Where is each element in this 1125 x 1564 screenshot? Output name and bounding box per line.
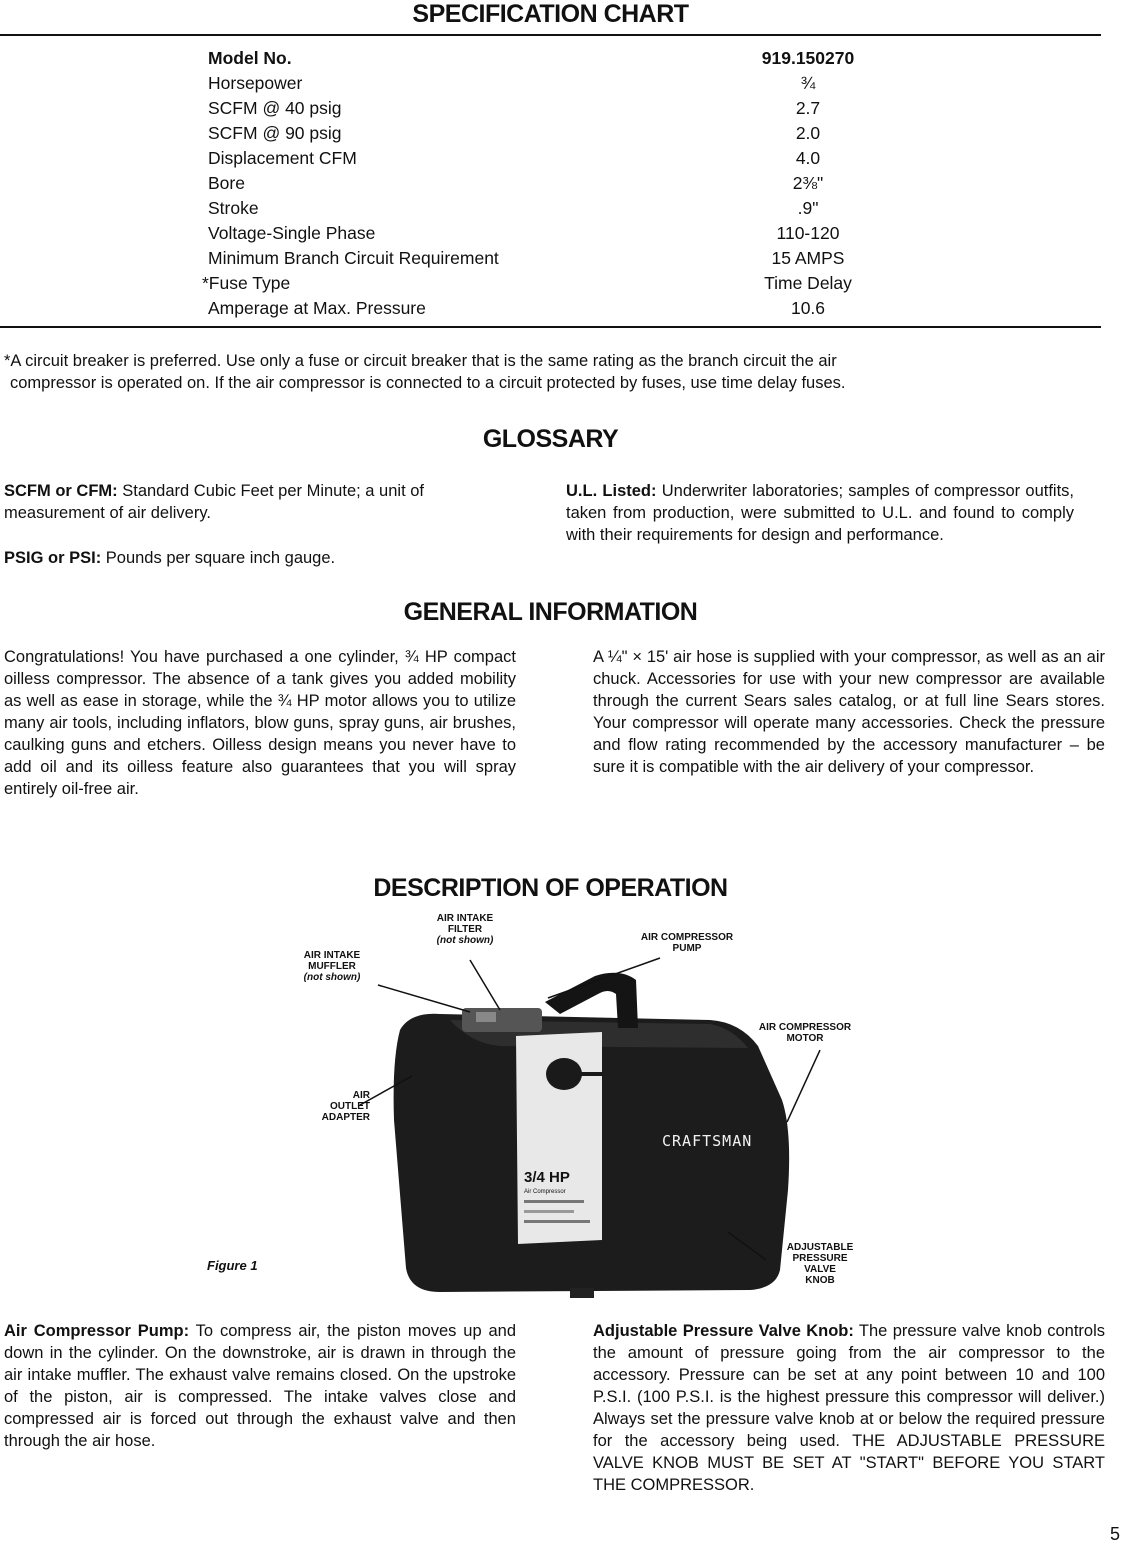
leader-motor [787, 1050, 820, 1122]
brand-logo: CRAFTSMAN [662, 1132, 753, 1150]
callout-intake-filter [410, 913, 520, 946]
label-air-compressor: Air Compressor [524, 1189, 566, 1195]
callout-line: PRESSURE [792, 1253, 848, 1264]
spec-label: Amperage at Max. Pressure [208, 298, 426, 318]
page-number: 5 [1110, 1524, 1121, 1544]
callout-line: AIR INTAKE [436, 913, 494, 924]
knob-description [593, 1320, 1105, 1496]
callout-line: (not shown) [303, 972, 361, 983]
callout-line: ADJUSTABLE [786, 1242, 854, 1253]
glossary-def-ul: Underwriter laboratories; samples of compressor outfits, taken from production, were submitted to U.L. and found to comply with their requirements for design and performance. [566, 482, 1074, 544]
spec-label: Displacement CFM [208, 148, 357, 168]
callout-line: ADAPTER [321, 1112, 370, 1123]
leader-intake-filter [470, 960, 500, 1010]
pump-description [4, 1320, 516, 1452]
pump-term: Air Compressor Pump: [4, 1322, 190, 1340]
callout-line: AIR INTAKE [303, 950, 361, 961]
glossary-def-scfm: Standard Cubic Feet per Minute; a unit of measurement of air delivery. [4, 482, 424, 522]
leader-pump [548, 958, 660, 998]
callout-line: MOTOR [786, 1033, 824, 1044]
callout-line: AIR COMPRESSOR [758, 1022, 852, 1033]
spec-value: 110-120 [776, 223, 840, 243]
footnote-line-1: *A circuit breaker is preferred. Use only a fuse or circuit breaker that is the same rating as the branch circuit the air [4, 352, 837, 370]
spec-label: Horsepower [208, 73, 303, 93]
knob-text: The pressure valve knob controls the amount of pressure going from the air compressor to the accessory. Pressure can be set at any point between 10 and 100 P.S.I. (100 P.S.I. is the highest pressure this compressor will deliver.) Always set the pressure valve knob at or below the required pressure for the accessory being used. THE ADJUSTABLE PRESSURE VALVE KNOB MUST BE SET AT "START" BEFORE YOU START THE COMPRESSOR. [593, 1322, 1105, 1494]
callout-pump [612, 932, 762, 954]
spec-label: Stroke [208, 198, 259, 218]
knob-term: Adjustable Pressure Valve Knob: [593, 1322, 854, 1340]
spec-value: Time Delay [764, 273, 852, 293]
operation-title: DESCRIPTION OF OPERATION [373, 874, 728, 902]
leader-muffler [378, 985, 470, 1012]
callout-line: KNOB [805, 1275, 835, 1286]
pump-text: To compress air, the piston moves up and down in the cylinder. On the downstroke, air is drawn in through the air intake muffler. The exhaust valve remains closed. On the upstroke of the piston, air is compressed. The intake valves close and compressed air is forced out through the exhaust valve and then through the air hose. [4, 1322, 516, 1450]
callout-muffler [282, 950, 382, 983]
glossary-term-ul: U.L. Listed: [566, 482, 657, 500]
glossary-term-scfm: SCFM or CFM: [4, 482, 118, 500]
spec-header-label: Model No. [208, 48, 292, 68]
callout-line: (not shown) [436, 935, 494, 946]
general-info-right: A ¼" × 15' air hose is supplied with your compressor, as well as an air chuck. Accessories for use with your new compressor are available through the current Sears sales catalog, or at full line Sears stores. Your compressor will operate many accessories. Check the pressure and flow rating recommended by the accessory manufacturer – be sure it is compatible with the air delivery of your compressor. [593, 648, 1105, 776]
spec-label: SCFM @ 40 psig [208, 98, 342, 118]
label-hp: 3/4 HP [524, 1169, 570, 1186]
spec-chart-title: SPECIFICATION CHART [412, 0, 689, 28]
spec-value: 15 AMPS [771, 248, 845, 268]
callout-line: VALVE [804, 1264, 836, 1275]
general-info-left: Congratulations! You have purchased a one cylinder, ¾ HP compact oilless compressor. The absence of a tank gives you added mobility as well as ease in storage, while the ¾ HP motor allows you to utilize many air tools, including inflators, blow guns, spray guns, air brushes, caulking guns and etchers. Oilless design means you never have to add oil and its oilless feature also guarantees that you will spray entirely oil-free air. [4, 648, 516, 798]
spec-header-value: 919.150270 [761, 48, 855, 68]
glossary-term-psig: PSIG or PSI: [4, 549, 102, 567]
spec-value: 4.0 [795, 148, 821, 168]
callout-line: PUMP [672, 943, 702, 954]
spec-label: Bore [208, 173, 245, 193]
callout-line: MUFFLER [308, 961, 356, 972]
spec-value: ¾ [800, 73, 816, 93]
spec-label: Voltage-Single Phase [208, 223, 376, 243]
callout-outlet [290, 1090, 370, 1123]
general-info-title: GENERAL INFORMATION [403, 598, 698, 626]
callout-knob [770, 1242, 870, 1286]
callout-line: AIR [352, 1090, 370, 1101]
figure-caption: Figure 1 [207, 1258, 258, 1273]
spec-value: 2.0 [795, 123, 821, 143]
spec-value: .9" [797, 198, 819, 218]
footnote-line-2: compressor is operated on. If the air compressor is connected to a circuit protected by fuses, use time delay fuses. [10, 374, 846, 392]
spec-label: Minimum Branch Circuit Requirement [208, 248, 499, 268]
callout-motor [730, 1022, 880, 1044]
callout-line: AIR COMPRESSOR [640, 932, 734, 943]
spec-value: 2⅜" [792, 173, 824, 193]
glossary-title: GLOSSARY [482, 425, 619, 453]
glossary-def-psig: Pounds per square inch gauge. [101, 549, 336, 567]
spec-label: SCFM @ 90 psig [208, 123, 342, 143]
callout-line: OUTLET [330, 1101, 370, 1112]
spec-value: 2.7 [795, 98, 821, 118]
spec-label: *Fuse Type [202, 273, 291, 293]
leader-knob [728, 1232, 766, 1260]
spec-value: 10.6 [790, 298, 826, 318]
callout-line: FILTER [447, 924, 483, 935]
